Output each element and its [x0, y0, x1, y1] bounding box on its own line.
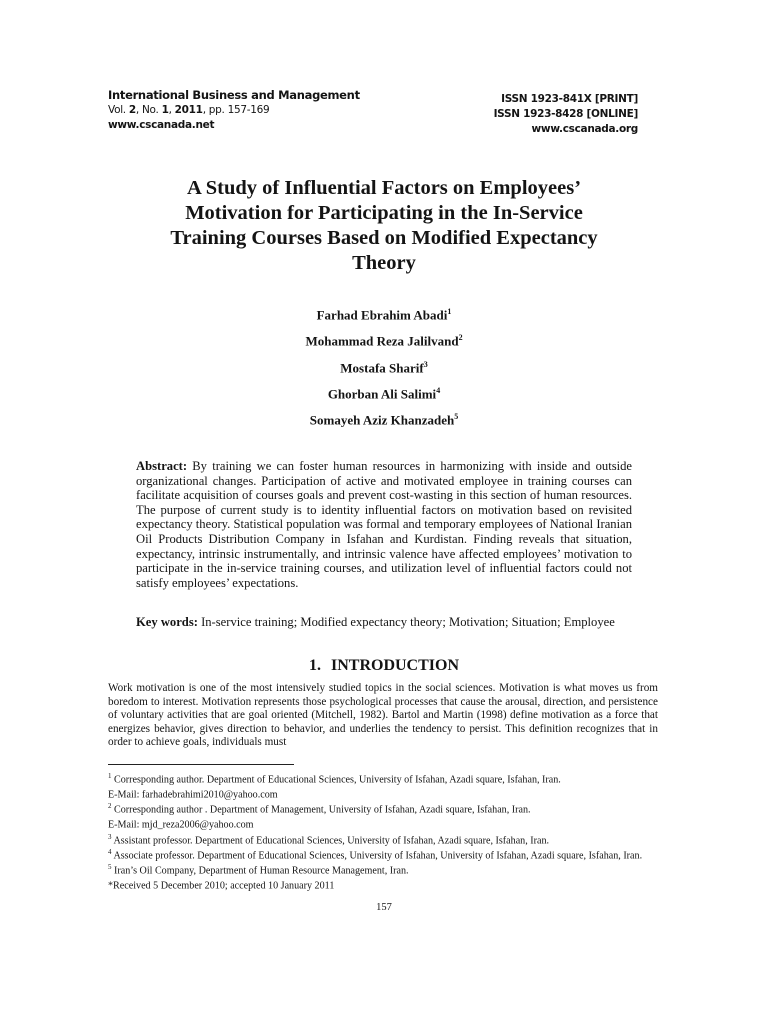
year: 2011: [174, 104, 203, 116]
keywords-label: Key words:: [136, 615, 198, 629]
journal-website-right[interactable]: www.cscanada.org: [531, 123, 638, 135]
title-line: A Study of Influential Factors on Employees’: [186, 177, 582, 199]
footnote: $^4$ Associate professor. Department of Educational Sciences, University of Isfahan, University of Isfahan, Azadi square, Isfahan, Iran.: [108, 847, 643, 862]
email-address: E-Mail: farhadebrahimi2010@yahoo.com: [108, 789, 278, 801]
section-title: INTRODUCTION: [330, 657, 459, 674]
author-list: [108, 300, 660, 432]
abstract: [136, 459, 632, 590]
footnote: $^3$ Assistant professor. Department of Educational Sciences, University of Isfahan, Azadi square, Isfahan, Iran.: [108, 832, 550, 846]
footnote: $^2$ Corresponding author . Department of Management, University of Isfahan, Azadi square, Isfahan, Iran.: [108, 802, 531, 816]
author-affiliation-mark: 4: [436, 385, 441, 395]
title-line: Training Courses Based on Modified Expectancy: [170, 227, 598, 249]
introduction-paragraph: Work motivation is one of the most intensively studied topics in the social sciences. Motivation is what moves us from boredom to interest. Motivation represents those psychological processes that cause the arousal, direction, and persistence of voluntary activities that are goal oriented (Mitchell, 1982). Bartol and Martin (1998) define motivation as a force that energizes behavior, gives direction to behavior, and underlies the tendency to persist. This definition recognizes that in order to achieve goals, individuals must: [108, 682, 658, 749]
keywords: [136, 615, 632, 630]
author: Mostafa Sharif$^3$: [340, 359, 428, 375]
issue-number: 1: [161, 104, 169, 116]
abstract-text: By training we can foster human resources in harmonizing with inside and outside organizational changes. Participation of active and motivated employee in training courses can facilitate acquisition of courses goals and prevent cost-wasting in this section of human resources. The purpose of current study is to identity influential factors on motivation based on revisited expectancy theory. Statistical population was formal and temporary employees of National Iranian Oil Products Distribution Company in Isfahan and Kurdistan. Finding reveals that situation, expectancy, intrinsic instrumentally, and intrinsic valence have affected employees’ motivation to participate in the in-service training courses, and utilization level of influential factors could not satisfy employees’ expectations.: [136, 459, 632, 590]
footnote: [108, 816, 660, 831]
email-address: E-Mail: mjd_reza2006@yahoo.com: [108, 819, 254, 831]
author-affiliation-mark: 2: [458, 333, 463, 343]
journal-header-right: [494, 92, 638, 137]
abstract-label: Abstract:: [136, 459, 188, 473]
journal-website-left[interactable]: www.cscanada.net: [108, 119, 215, 131]
journal-header-left: [108, 88, 360, 133]
section-heading: [108, 656, 660, 676]
footnote-divider: [108, 764, 294, 765]
footnote: [108, 786, 660, 801]
received-date: *Received 5 December 2010; accepted 10 January 2011: [108, 880, 335, 892]
footnote: $^5$ Iran’s Oil Company, Department of Human Resource Management, Iran.: [108, 862, 409, 877]
no-prefix: , No.: [135, 104, 162, 116]
author-affiliation-mark: 3: [423, 359, 428, 369]
page-number: 157: [376, 902, 392, 913]
pages-range: , pp. 157-169: [202, 104, 270, 116]
author: Mohammad Reza Jalilvand$^2$: [305, 333, 463, 349]
keywords-text: In-service training; Modified expectancy theory; Motivation; Situation; Employee: [197, 615, 615, 629]
section-number: 1.: [308, 657, 321, 674]
author: Ghorban Ali Salimi$^4$: [327, 385, 441, 402]
year-prefix: ,: [168, 104, 175, 116]
footnote: $^1$ Corresponding author. Department of Educational Sciences, University of Isfahan, Azadi square, Isfahan, Iran.: [108, 772, 561, 786]
footnote: [108, 877, 660, 892]
issn-online: ISSN 1923-8428 [ONLINE]: [493, 108, 638, 120]
volume-info: [108, 103, 360, 118]
title-line: Theory: [352, 252, 416, 274]
paper-title: [108, 176, 660, 276]
vol-prefix: Vol.: [108, 104, 129, 116]
issn-print: ISSN 1923-841X [PRINT]: [501, 93, 638, 105]
vol-number: 2: [128, 104, 136, 116]
author-affiliation-mark: 1: [447, 307, 452, 316]
author-affiliation-mark: 5: [454, 412, 459, 422]
footnotes: [108, 771, 660, 892]
author: Somayeh Aziz Khanzadeh$^5$: [309, 412, 459, 428]
author: Farhad Ebrahim Abadi$^1$: [316, 307, 452, 323]
title-line: Motivation for Participating in the In-Service: [185, 202, 583, 224]
journal-name: International Business and Management: [108, 88, 360, 102]
